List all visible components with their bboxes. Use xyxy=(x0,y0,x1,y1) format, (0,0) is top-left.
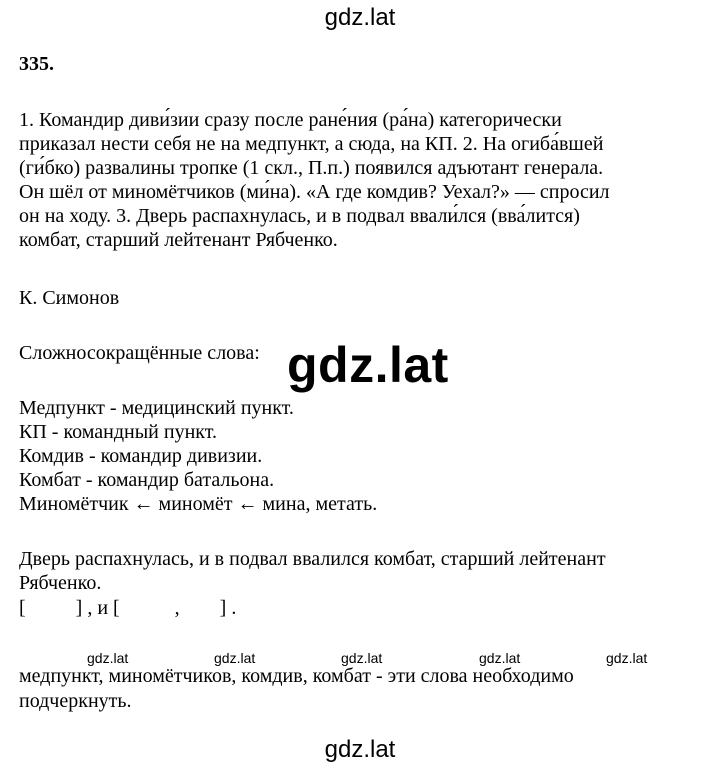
small-watermark: gdz.lat xyxy=(341,650,383,666)
conclusion-line: подчеркнуть. xyxy=(19,690,132,712)
abbrev-item: Миномётчик ← миномёт ← мина, метать. xyxy=(19,493,378,515)
sentence-line: Рябченко. xyxy=(19,572,102,594)
paragraph-line: (ги́бко) развалины тропке (1 скл., П.п.) появился адъютант генерала. xyxy=(19,157,604,179)
task-number: 335. xyxy=(19,53,54,75)
paragraph-line: он на ходу. 3. Дверь распахнулась, и в подвал ввали́лся (вва́лится) xyxy=(19,205,580,227)
small-watermark: gdz.lat xyxy=(479,650,521,666)
abbrev-heading: Сложносокращённые слова: xyxy=(19,342,260,364)
paragraph-line: Он шёл от миномётчиков (ми́на). «А где комдив? Уехал?» — спросил xyxy=(19,181,610,203)
header-watermark: gdz.lat xyxy=(324,4,396,31)
conclusion-line: медпункт, миномётчиков, комдив, комбат - эти слова необходимо xyxy=(19,665,574,687)
abbrev-item: Комбат - командир батальона. xyxy=(19,469,275,491)
abbrev-item: Медпункт - медицинский пункт. xyxy=(19,397,294,419)
sentence-line: Дверь распахнулась, и в подвал ввалился комбат, старший лейтенант xyxy=(19,548,606,570)
paragraph-line: 1. Командир диви́зии сразу после ране́ния (ра́на) категорически xyxy=(19,109,562,131)
author: К. Симонов xyxy=(19,287,120,309)
abbrev-item: КП - командный пункт. xyxy=(19,421,217,443)
small-watermark: gdz.lat xyxy=(87,650,129,666)
sentence-scheme: [ ] , и [ , ] . xyxy=(19,597,237,619)
footer-watermark: gdz.lat xyxy=(324,736,396,763)
small-watermark: gdz.lat xyxy=(214,650,256,666)
small-watermark: gdz.lat xyxy=(606,650,648,666)
paragraph-line: комбат, старший лейтенант Рябченко. xyxy=(19,229,338,251)
abbrev-item: Комдив - командир дивизии. xyxy=(19,445,263,467)
center-watermark: gdz.lat xyxy=(287,337,449,393)
paragraph-line: приказал нести себя не на медпункт, а сюда, на КП. 2. На огиба́вшей xyxy=(19,133,604,155)
